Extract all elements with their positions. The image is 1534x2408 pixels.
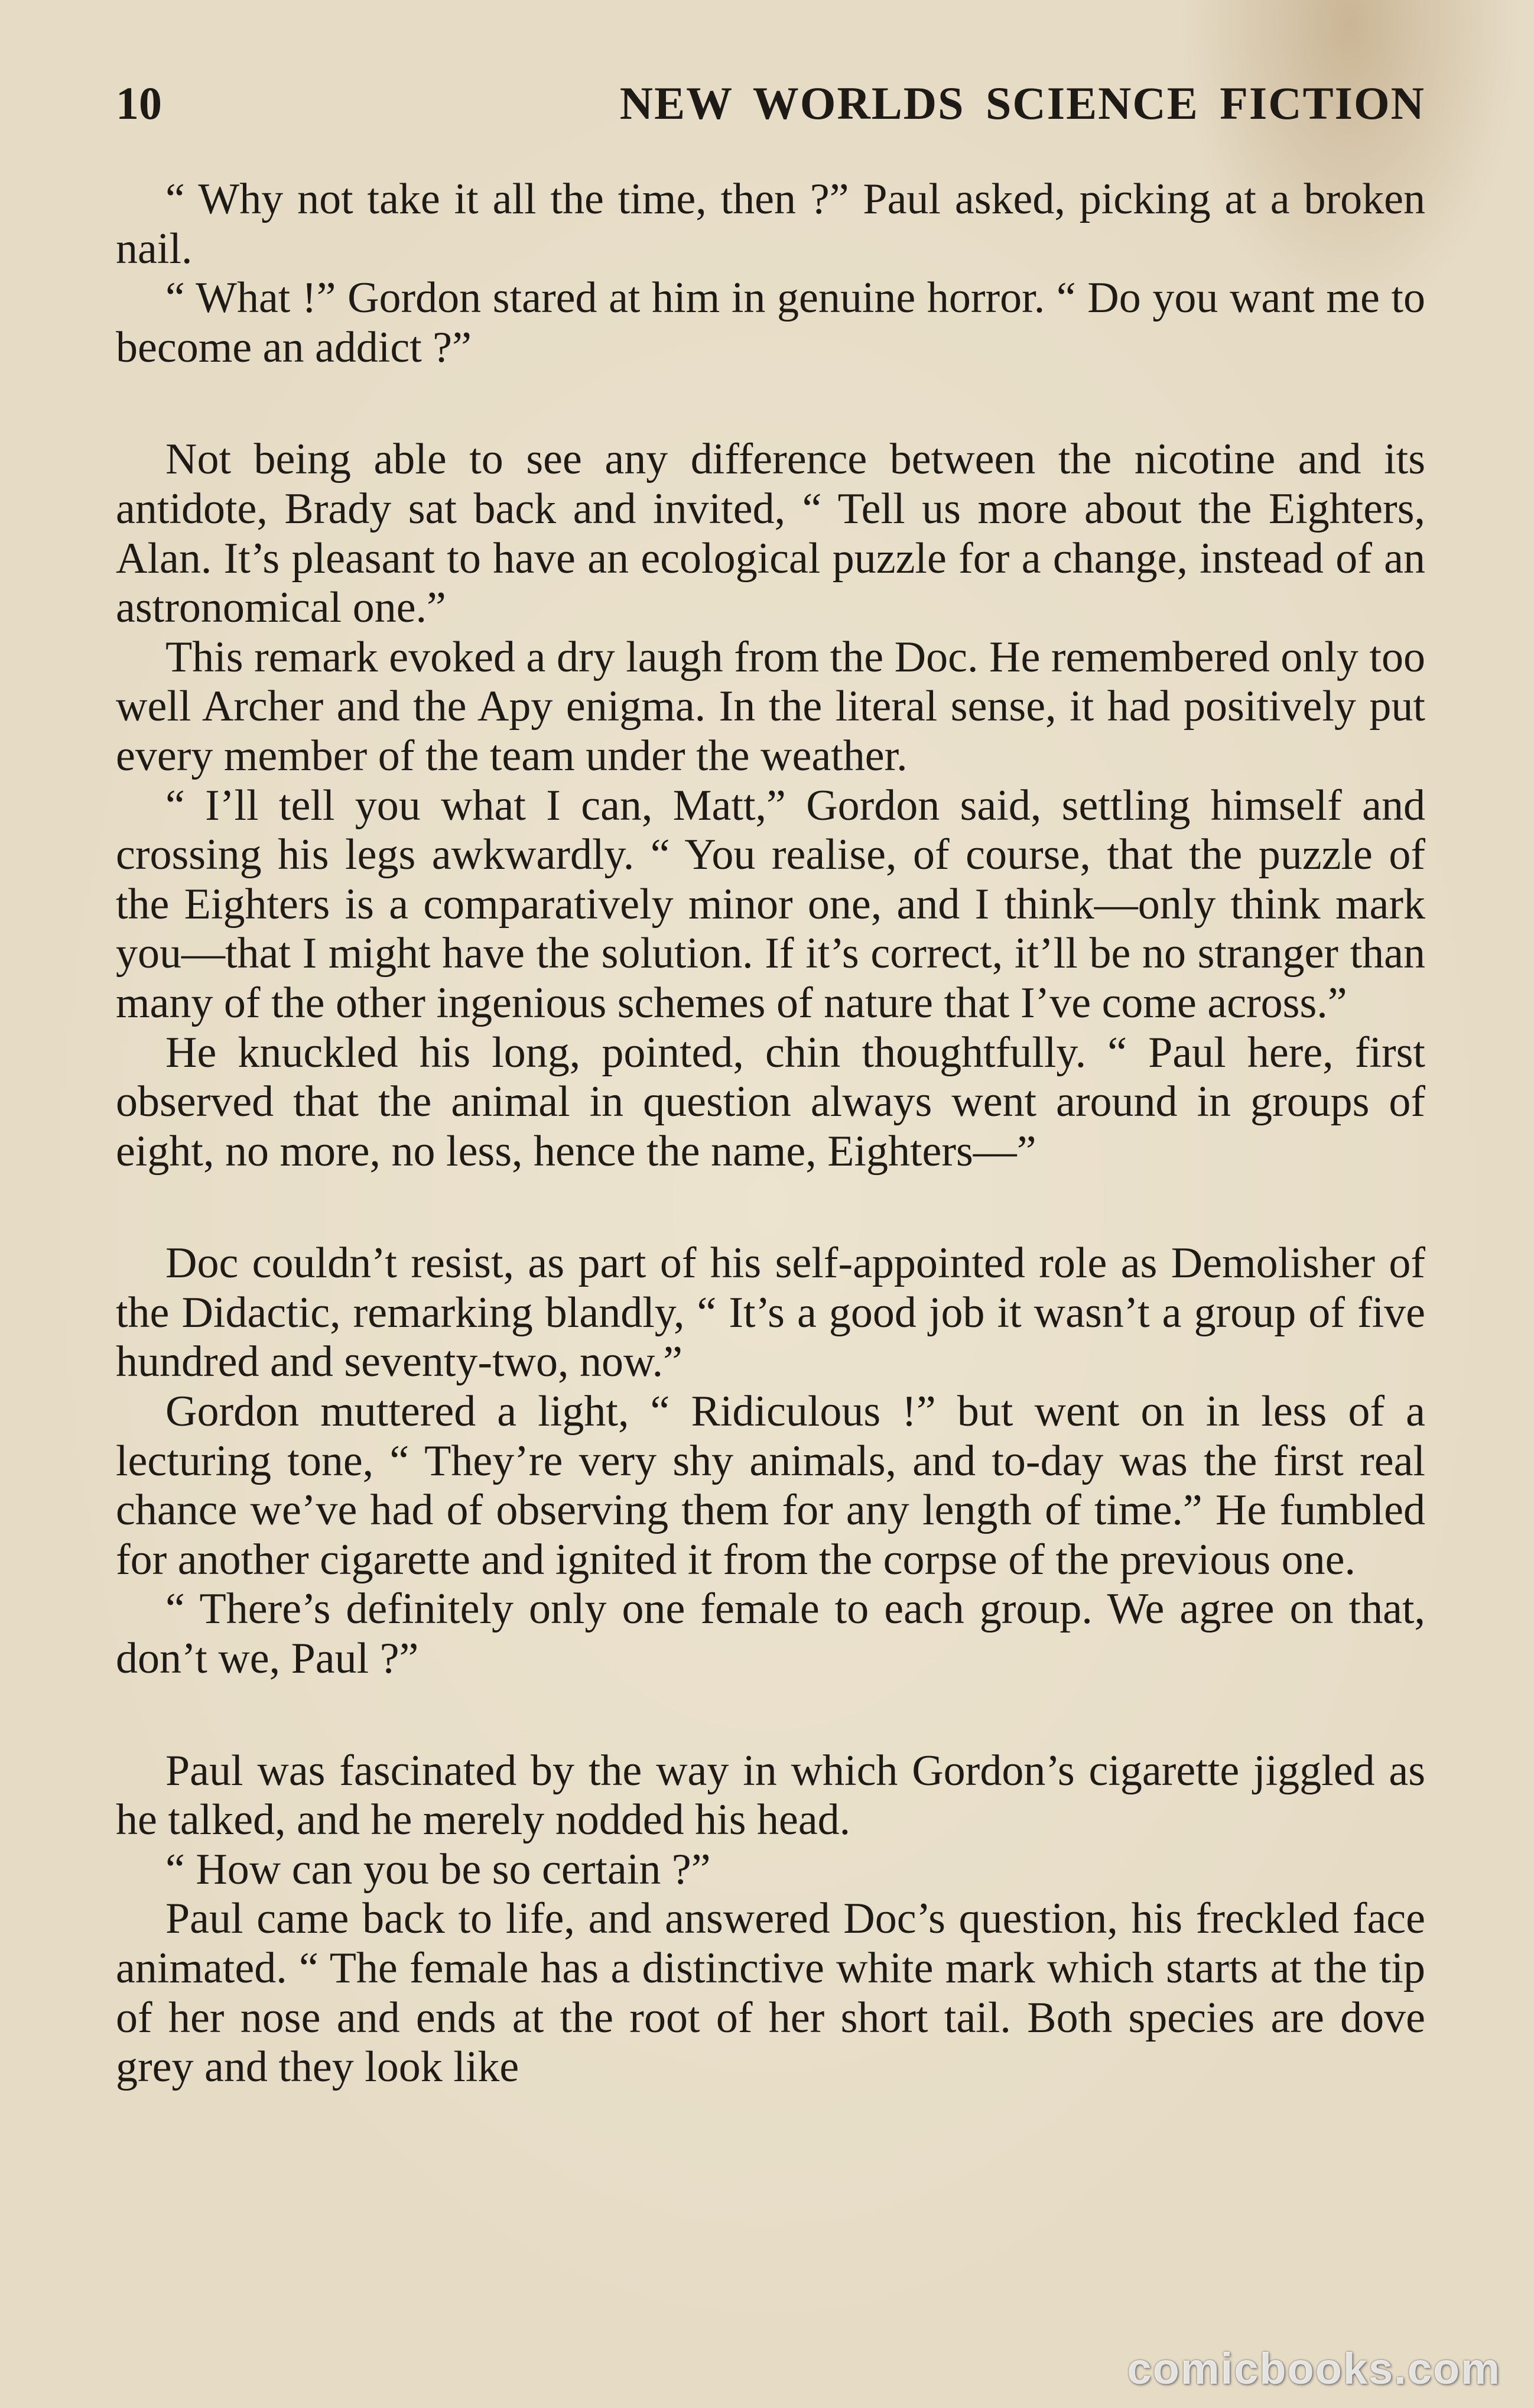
paragraph: “ What !” Gordon stared at him in genuine horror. “ Do you want me to become an addict ?” xyxy=(116,274,1425,372)
paragraph: Paul was fascinated by the way in which Gordon’s cigarette jiggled as he talked, and he merely nodded his head. xyxy=(116,1746,1425,1845)
body-text xyxy=(116,175,1425,2092)
running-title: NEW WORLDS SCIENCE FICTION xyxy=(619,77,1425,129)
paragraph: Paul came back to life, and answered Doc’s question, his freckled face animated. “ The female has a distinctive white mark which starts at the tip of her nose and ends at the root of her short tail. Both species are dove grey and they look like xyxy=(116,1894,1425,2092)
watermark: comicbooks.com xyxy=(1127,2344,1501,2393)
paragraph: “ Why not take it all the time, then ?” Paul asked, picking at a broken nail. xyxy=(116,175,1425,273)
page-number: 10 xyxy=(116,77,162,129)
paragraph: Gordon muttered a light, “ Ridiculous !” but went on in less of a lecturing tone, “ They’re very shy animals, and to-day was the first real chance we’ve had of observing them for any length of time.” He fumbled for another cigarette and ignited it from the corpse of the previous one. xyxy=(116,1387,1425,1584)
page-header xyxy=(116,77,1425,130)
paragraph: Doc couldn’t resist, as part of his self-appointed role as Demolisher of the Didactic, remarking blandly, “ It’s a good job it wasn’t a group of five hundred and seventy-two, now.” xyxy=(116,1239,1425,1387)
paragraph: This remark evoked a dry laugh from the Doc. He remembered only too well Archer and the Apy enigma. In the literal sense, it had positively put every member of the team under the weather. xyxy=(116,632,1425,780)
paragraph: “ There’s definitely only one female to each group. We agree on that, don’t we, Paul ?” xyxy=(116,1585,1425,1683)
paragraph: He knuckled his long, pointed, chin thoughtfully. “ Paul here, first observed that the animal in question always went around in groups of eight, no more, no less, hence the name, Eighters—” xyxy=(116,1028,1425,1176)
paragraph: “ How can you be so certain ?” xyxy=(165,1845,711,1894)
paragraph: “ I’ll tell you what I can, Matt,” Gordon said, settling himself and crossing his legs awkwardly. “ You realise, of course, that the puzzle of the Eighters is a comparatively minor one, and I think—only think mark you—that I might have the solution. If it’s correct, it’ll be no stranger than many of the other ingenious schemes of nature that I’ve come across.” xyxy=(116,781,1425,1027)
paragraph: Not being able to see any difference between the nicotine and its antidote, Brady sat back and invited, “ Tell us more about the Eighters, Alan. It’s pleasant to have an ecological puzzle for a change, instead of an astronomical one.” xyxy=(116,435,1425,632)
